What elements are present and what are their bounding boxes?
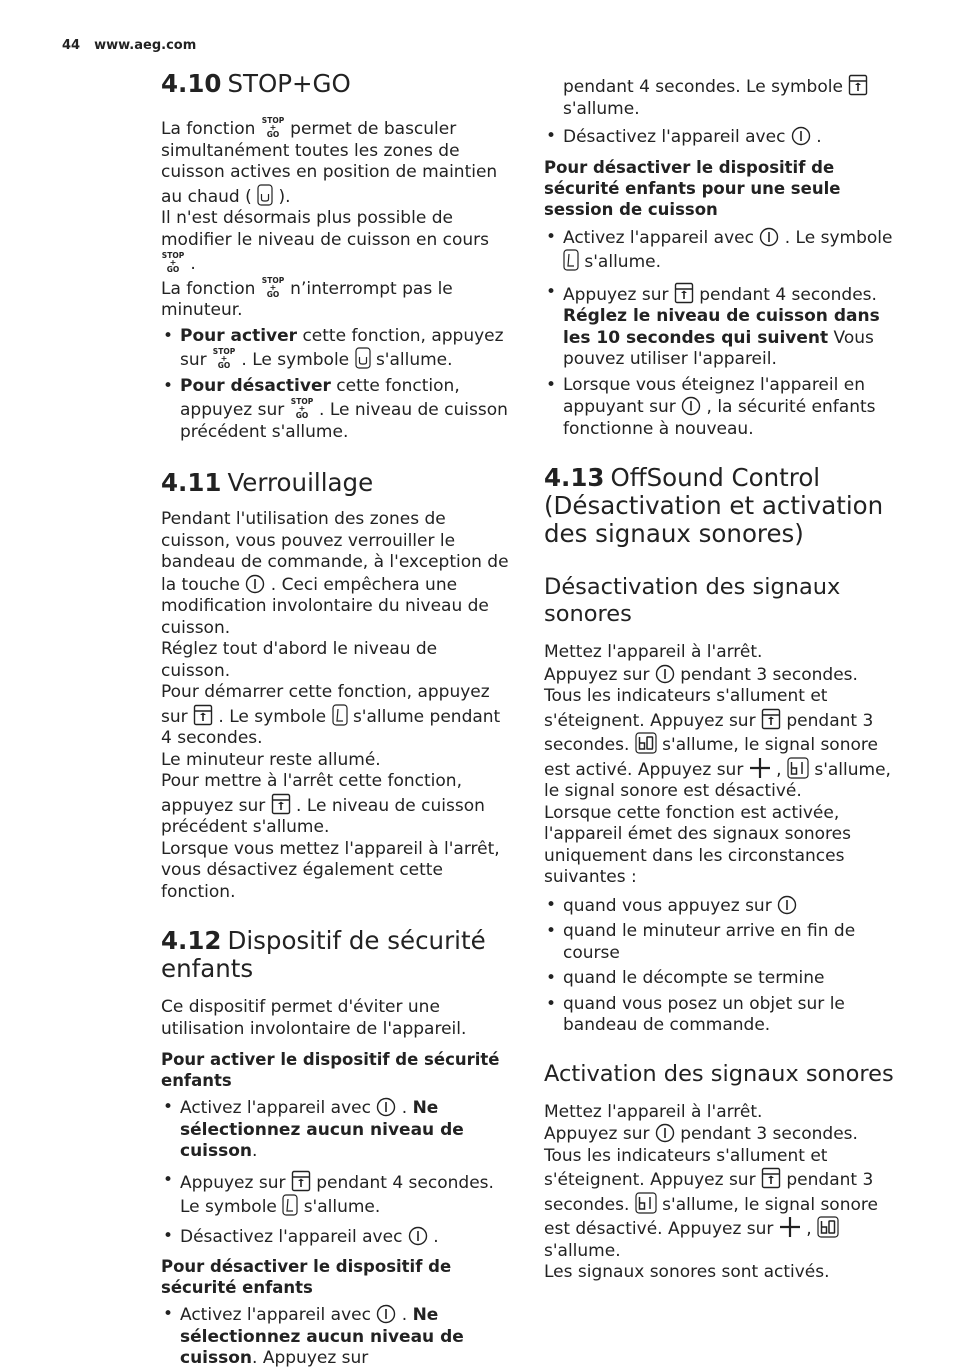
b0-display-icon <box>635 732 657 754</box>
lock-icon <box>271 793 291 815</box>
subsection-title: Activation des signaux sonores <box>544 1060 894 1087</box>
stop-go-icon <box>290 397 314 419</box>
list-item: • Appuyez sur pendant 4 secondes. Le symbole s'allume. <box>161 1170 511 1219</box>
on-off-icon <box>408 1226 428 1246</box>
subheading: Pour activer le dispositif de sécurité enfants <box>161 1050 500 1090</box>
list-item: • quand le décompte se termine <box>544 968 896 990</box>
list-item: • Pour activer cette fonction, appuyez sur . Le symbole s'allume. <box>161 326 511 372</box>
right-column <box>544 74 896 1284</box>
list-item: • Activez l'appareil avec . Le symbole s'allume. <box>544 227 896 274</box>
on-off-icon <box>777 895 797 915</box>
list-item: • Appuyez sur pendant 4 secondes. Réglez le niveau de cuisson dans les 10 secondes qui suivent Vous pouvez utiliser l'appareil. <box>544 282 896 371</box>
on-off-icon <box>655 664 675 684</box>
subheading: Pour désactiver le dispositif de sécurité enfants <box>161 1257 452 1297</box>
on-off-icon <box>759 227 779 247</box>
paragraph: Appuyez sur pendant 3 secondes. <box>544 1124 858 1144</box>
list-item: • Lorsque vous éteignez l'appareil en appuyant sur , la sécurité enfants fonctionne à nouveau. <box>544 375 896 441</box>
paragraph: Appuyez sur pendant 3 secondes. <box>544 664 858 685</box>
lock-symbol-l-icon <box>282 1194 298 1216</box>
lock-icon <box>761 708 781 730</box>
list-item: • quand vous appuyez sur <box>544 895 896 918</box>
on-off-icon <box>791 126 811 146</box>
list-item-continued: • pendant 4 secondes. Le symbole s'allume. <box>544 74 896 120</box>
paragraph: Tous les indicateurs s'allument et s'éteignent. Appuyez sur pendant 3 secondes. s'allume, le signal sonore est activé. Appuyez sur , s'allume, le signal sonore est désactivé. <box>544 686 891 801</box>
lock-symbol-l-icon <box>563 249 579 271</box>
lock-icon <box>761 1167 781 1189</box>
lock-icon <box>674 282 694 304</box>
plus-icon <box>749 757 771 779</box>
paragraph: Lorsque vous mettez l'appareil à l'arrêt, vous désactivez également cette fonction. <box>161 838 500 902</box>
bullet-list <box>161 1304 511 1370</box>
bullet-list <box>544 227 896 441</box>
list-item: • quand vous posez un objet sur le bandeau de commande. <box>544 994 896 1037</box>
on-off-icon <box>681 396 701 416</box>
list-item: • Activez l'appareil avec . Ne sélectionnez aucun niveau de cuisson. Appuyez sur <box>161 1304 511 1370</box>
b1-display-icon <box>787 757 809 779</box>
lock-icon <box>848 74 868 96</box>
heading-4-13: 4.13 OffSound Control (Désactivation et activation des signaux sonores) <box>544 463 884 548</box>
paragraph: Il n'est désormais plus possible de modifier le niveau de cuisson en cours . <box>161 208 490 274</box>
paragraph: La fonction n’interrompt pas le minuteur. <box>161 276 511 322</box>
b0-display-icon <box>817 1216 839 1238</box>
lock-icon <box>193 704 213 726</box>
paragraph: Les signaux sonores sont activés. <box>544 1262 830 1282</box>
left-column <box>161 68 511 1370</box>
on-off-icon <box>376 1304 396 1324</box>
list-item: • Désactivez l'appareil avec . <box>161 1226 511 1249</box>
keep-warm-icon <box>355 347 371 369</box>
plus-icon <box>779 1216 801 1238</box>
b1-display-icon <box>635 1192 657 1214</box>
heading-4-10: 4.10 STOP+GO <box>161 69 351 98</box>
paragraph: Mettez l'appareil à l'arrêt. <box>544 642 763 662</box>
list-item: • Désactivez l'appareil avec . <box>544 126 896 149</box>
bullet-list-continued <box>544 74 896 120</box>
stop-go-icon <box>161 251 185 273</box>
subsection-title: Désactivation des signaux sonores <box>544 574 841 627</box>
paragraph: Pendant l'utilisation des zones de cuisson, vous pouvez verrouiller le bandeau de commande, à l'exception de la touche . Ceci empêchera une modification involontaire du niveau de cuisson. <box>161 509 509 638</box>
bullet-list <box>161 326 511 444</box>
on-off-icon <box>655 1123 675 1143</box>
paragraph: Réglez tout d'abord le niveau de cuisson. <box>161 639 438 681</box>
page-number: 44 <box>62 38 81 53</box>
paragraph: Ce dispositif permet d'éviter une utilisation involontaire de l'appareil. <box>161 997 467 1039</box>
paragraph: Mettez l'appareil à l'arrêt. <box>544 1101 763 1122</box>
paragraph: Lorsque cette fonction est activée, l'appareil émet des signaux sonores uniquement dans les circonstances suivantes : <box>544 802 851 887</box>
lock-symbol-l-icon <box>332 704 348 726</box>
paragraph: Pour mettre à l'arrêt cette fonction, appuyez sur . Le niveau de cuisson précédent s'allume. <box>161 771 485 837</box>
bullet-list <box>161 1097 511 1248</box>
on-off-icon <box>245 574 265 594</box>
bullet-list <box>544 126 896 149</box>
on-off-icon <box>376 1097 396 1117</box>
page-header <box>62 38 210 53</box>
stop-go-icon <box>212 347 236 369</box>
bullet-list <box>544 895 896 1037</box>
list-item: • quand le minuteur arrive en fin de course <box>544 921 896 964</box>
paragraph: Tous les indicateurs s'allument et s'éteignent. Appuyez sur pendant 3 secondes. s'allume, le signal sonore est désactivé. Appuyez sur , s'allume. <box>544 1145 878 1261</box>
heading-4-11: 4.11 Verrouillage <box>161 468 374 497</box>
paragraph: La fonction permet de basculer simultanément toutes les zones de cuisson actives en position de maintien au chaud ( ). <box>161 116 511 208</box>
keep-warm-icon <box>257 184 273 206</box>
paragraph: Pour démarrer cette fonction, appuyez sur . Le symbole s'allume pendant 4 secondes. <box>161 682 501 748</box>
lock-icon <box>291 1170 311 1192</box>
stop-go-icon <box>261 276 285 298</box>
paragraph: Le minuteur reste allumé. <box>161 749 381 770</box>
stop-go-icon <box>261 116 285 138</box>
heading-4-12: 4.12 Dispositif de sécurité enfants <box>161 926 486 983</box>
list-item: • Pour désactiver cette fonction, appuyez sur . Le niveau de cuisson précédent s'allume. <box>161 376 511 444</box>
list-item: • Activez l'appareil avec . Ne sélectionnez aucun niveau de cuisson. <box>161 1097 511 1163</box>
subheading: Pour désactiver le dispositif de sécurité enfants pour une seule session de cuisson <box>544 157 841 219</box>
website: www.aeg.com <box>94 38 197 53</box>
